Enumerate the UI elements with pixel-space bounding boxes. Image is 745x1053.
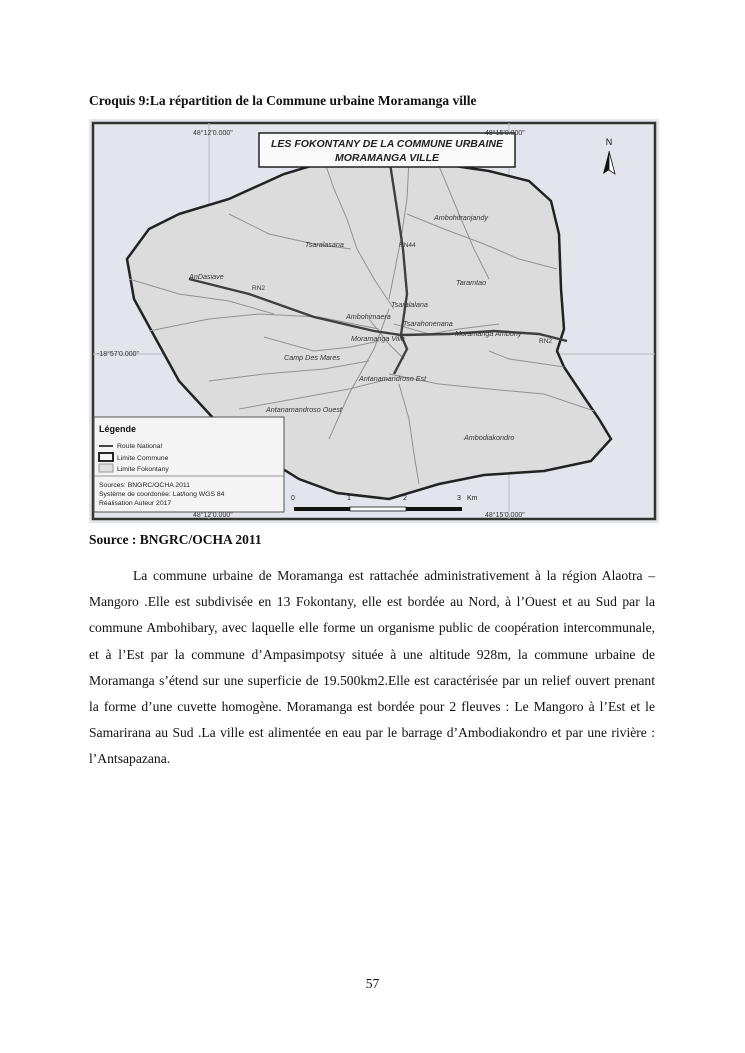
scale-tick-1: 1 <box>347 495 351 502</box>
fokontany-moramanga-ambony: Moramanga Ambony <box>455 329 522 338</box>
fokontany-moramanga-ville: Moramanga Ville <box>351 334 405 343</box>
legend-fokontany-label: Limite Fokontany <box>117 466 169 473</box>
legend-commune-label: Limite Commune <box>117 455 169 462</box>
map-title-line2: MORAMANGA VILLE <box>334 152 440 164</box>
fokontany-ambohitranjandy: Ambohitranjandy <box>434 213 488 222</box>
road-label-rn44: RN44 <box>399 242 416 249</box>
coord-left: -18°57'0.000" <box>97 351 140 358</box>
fokontany-ambodiakondro: Ambodiakondro <box>464 433 515 442</box>
scale-tick-0: 0 <box>291 495 295 502</box>
coord-top-right: 48°15'0.000" <box>485 130 525 137</box>
scale-tick-3: 3 <box>457 495 461 502</box>
fokontany-antanamandroso-ouest: Antanamandroso Ouest <box>266 405 342 414</box>
fokontany-taramtao: Taramtao <box>456 278 487 287</box>
fokontany-ambohimaera: Ambohimaera <box>346 312 391 321</box>
source-line: Source : BNGRC/OCHA 2011 <box>89 532 262 547</box>
legend-title: Légende <box>99 424 137 434</box>
credits-line2: Système de coordonée: Lat/long WGS 84 <box>99 491 225 498</box>
page-number: 57 <box>365 976 380 991</box>
credits-line3: Réalisation Auteur 2017 <box>99 500 172 507</box>
credits-line1: Sources: BNGRC/OCHA 2011 <box>99 482 190 489</box>
fokontany-tsarahonenana: Tsarahonenana <box>403 319 453 328</box>
north-label: N <box>605 137 613 147</box>
fokontany-map <box>89 119 659 523</box>
legend-route-label: Route National <box>117 443 162 450</box>
coord-bottom-right: 48°15'0.000" <box>485 512 525 519</box>
legend-fokontany-symbol <box>99 464 113 472</box>
fokontany-andasiave: AnDasiave <box>189 272 224 281</box>
road-label-rn2-west: RN2 <box>252 285 266 292</box>
fokontany-tsaralasana: Tsaralasana <box>305 240 344 249</box>
scale-bar <box>294 507 462 511</box>
body-paragraph: La commune urbaine de Moramanga est rattachée administrativement à la région Alaotra –Mangoro .Elle est subdivisée en 13 Fokontany, elle est bordée au Nord, à l’Ouest et au Sud par la commune Ambohibary, avec laquelle elle forme un organisme public de coopération intercommunale, et à l’Est par la commune d’Ampasimpotsy située à une altitude 928m, la commune urbaine de Moramanga s’étend sur une superficie de 19.500km2.Elle est caractérisée par un relief ouvert prenant la forme d’une cuvette homogène. Moramanga est bordée pour 2 fleuves : Le Mangoro à l’Est et le Samarirana au Sud .La ville est alimentée en eau par le barrage d’Ambodiakondro et par une rivière : l’Antsapazana. <box>89 568 655 767</box>
coord-bottom-left: 48°12'0.000" <box>193 512 233 519</box>
scale-unit: Km <box>467 495 478 502</box>
map-title-line1: LES FOKONTANY DE LA COMMUNE URBAINE <box>271 138 503 150</box>
fokontany-antanamandroso-est: Antanamandroso Est <box>359 374 427 383</box>
fokontany-tsaralalana: Tsaralalana <box>391 300 428 309</box>
figure-caption: Croquis 9:La répartition de la Commune urbaine Moramanga ville <box>89 93 477 108</box>
road-label-rn2-east: RN2 <box>539 338 553 345</box>
fokontany-camp-des-mares: Camp Des Mares <box>284 353 340 362</box>
coord-top-left: 48°12'0.000" <box>193 130 233 137</box>
scale-tick-2: 2 <box>403 495 407 502</box>
